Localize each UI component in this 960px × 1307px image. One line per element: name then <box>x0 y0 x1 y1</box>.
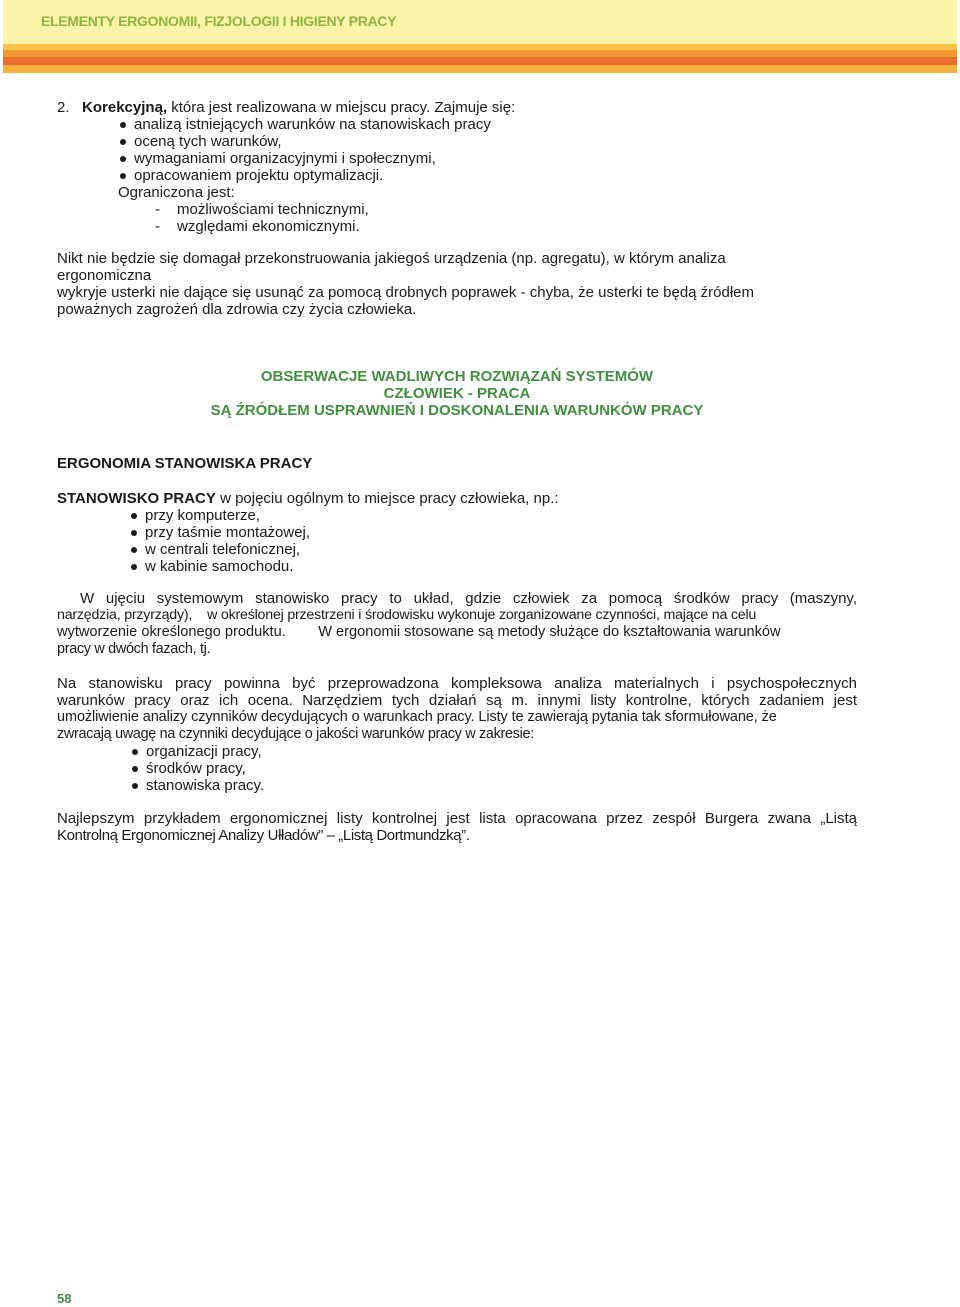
stanowisko-definition: STANOWISKO PRACY w pojęciu ogólnym to miejsce pracy człowieka, np.: przy komputerze, przy taśmie montażowej, w centrali telefonicznej, w kabinie samochodu. <box>57 490 857 575</box>
list-item: przy taśmie montażowej, <box>145 524 857 541</box>
limited-dashes <box>57 201 857 235</box>
paragraph-burger: Najlepszym przykładem ergonomicznej listy kontrolnej jest lista opracowana przez zespół Burgera zwana „Listą Kontrolną Ergonomicznej Analizy Ułładów” – „Listą Dortmundzką”. <box>57 810 857 844</box>
list-item: w kabinie samochodu. <box>145 558 857 575</box>
stanowisko-bold: STANOWISKO PRACY <box>57 490 216 507</box>
header-stripe <box>3 50 957 57</box>
list-item: - możliwościami technicznymi, <box>177 201 857 218</box>
list-item: - względami ekonomicznymi. <box>177 218 857 235</box>
list-item: wymaganiami organizacyjnymi i społecznymi, <box>134 150 857 167</box>
paragraph-system: W ujęciu systemowym stanowisko pracy to układ, gdzie człowiek za pomocą środków pracy (maszyny, narzędzia, przyrządy), w określonej przestrzeni i środowisku wykonuje zorganizowane czynności, mające na celu wytworzenie określonego produktu. W ergonomii stosowane są metody służące do kształtowania warunków pracy w dwóch fazach, tj. <box>57 590 857 657</box>
list-item: opracowaniem projektu optymalizacji. <box>134 167 857 184</box>
item-2-bold: Korekcyjną, <box>82 99 168 116</box>
item-2-bullets <box>57 116 857 184</box>
green-heading: OBSERWACJE WADLIWYCH ROZWIĄZAŃ SYSTEMÓW CZŁOWIEK - PRACA SĄ ŹRÓDŁEM USPRAWNIEŃ I DOSKONALENIA WARUNKÓW PRACY <box>210 368 704 419</box>
page-number: 58 <box>57 1291 72 1306</box>
list-item: przy komputerze, <box>145 507 857 524</box>
paragraph-nikt: Nikt nie będzie się domagał przekonstruowania jakiegoś urządzenia (np. agregatu), w którym analiza ergonomiczna wykryje usterki nie dające się usunąć za pomocą drobnych poprawek - chyba, że usterki te będą źródłem poważnych zagrożeń dla zdrowia czy życia człowieka. <box>57 250 755 318</box>
list-item: stanowiska pracy. <box>146 777 857 794</box>
header-stripe <box>3 57 957 65</box>
item-2-intro: 2. Korekcyjną, która jest realizowana w miejscu pracy. Zajmuje się: <box>57 99 516 116</box>
section-title: ERGONOMIA STANOWISKA PRACY <box>57 455 313 472</box>
list-item: organizacji pracy, <box>146 743 857 760</box>
analiza-bullets <box>57 743 857 794</box>
header-stripe <box>3 65 957 73</box>
header-title: ELEMENTY ERGONOMII, FIZJOLOGII I HIGIENY PRACY <box>41 13 397 29</box>
item-2 <box>57 99 857 235</box>
paragraph-analiza: Na stanowisku pracy powinna być przeprowadzona kompleksowa analiza materialnych i psychospołecznych warunków pracy oraz ich ocena. Narzędziem tych działań są m. innymi listy kontrolne, których zadaniem jest umożliwienie analizy czynników decydujących o warunkach pracy. Listy te zawierają pytania tak sformułowane, że zwracają uwagę na czynniki decydujące o jakości warunków pracy w zakresie: organizacji pracy, środków pracy, stanowiska pracy. <box>57 675 857 794</box>
limited-label: Ograniczona jest: <box>118 184 235 201</box>
list-item: oceną tych warunków, <box>134 133 857 150</box>
list-item: w centrali telefonicznej, <box>145 541 857 558</box>
stanowisko-bullets <box>57 507 857 575</box>
list-item: środków pracy, <box>146 760 857 777</box>
list-item: analizą istniejących warunków na stanowiskach pracy <box>134 116 857 133</box>
